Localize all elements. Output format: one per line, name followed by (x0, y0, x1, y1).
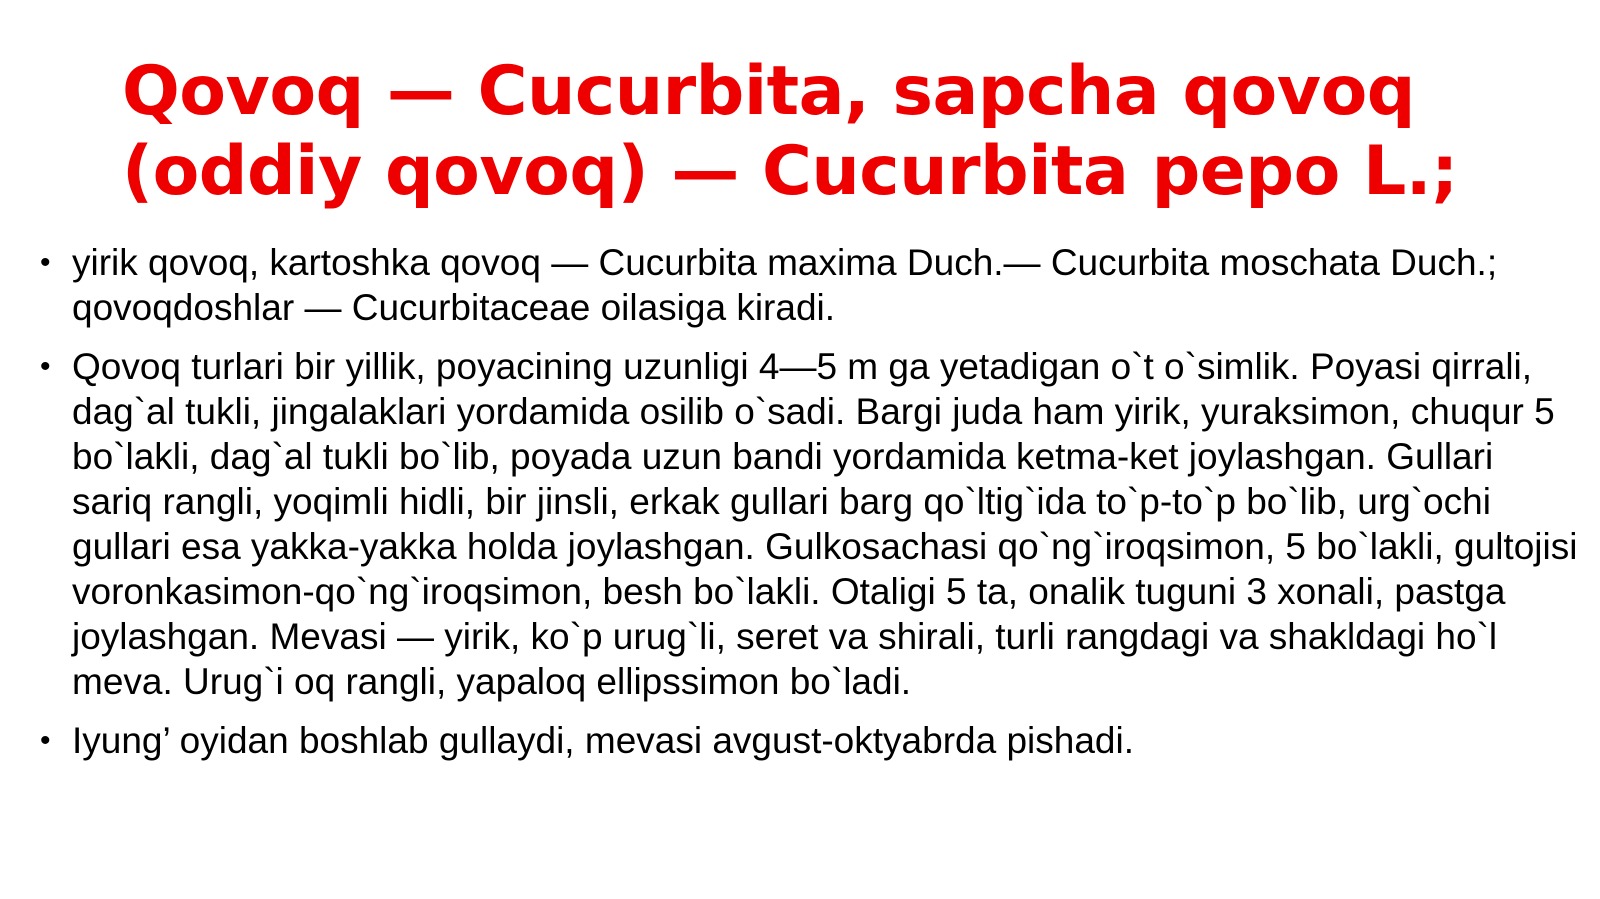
bullet-marker: • (40, 350, 51, 383)
bullet-item-2 (40, 344, 1580, 704)
bullet-item-1 (40, 240, 1580, 330)
bullet-text: yirik qovoq, kartoshka qovoq — Cucurbita maxima Duch.— Cucurbita moschata Duch.; qovoqdoshlar — Cucurbitaceae oilasiga kiradi. (72, 242, 1498, 328)
slide-title-line-1: Qovoq — Cucurbita, sapcha qovoq (122, 52, 1415, 131)
bullet-text: Qovoq turlari bir yillik, poyacining uzunligi 4—5 m ga yetadigan o`t o`simlik. Poyasi qirrali, dag`al tukli, jingalaklari yordamida osilib o`sadi. Bargi juda ham yirik, yuraksimon, chuqur 5 bo`lakli, dag`al tukli bo`lib, poyada uzun bandi yordamida ketma-ket joylashgan. Gullari sariq rangli, yoqimli hidli, bir jinsli, erkak gullari barg qo`ltig`ida to`p-to`p bo`lib, urg`ochi gullari esa yakka-yakka holda joylashgan. Gulkosachasi qo`ng`iroqsimon, 5 bo`lakli, gultojisi voronkasimon-qo`ng`iroqsimon, besh bo`lakli. Otaligi 5 ta, onalik tuguni 3 xonali, pastga joylashgan. Mevasi — yirik, ko`p urug`li, seret va shirali, turli rangdagi va shakldagi ho`l meva. Urug`i oq rangli, yapaloq ellipssimon bo`ladi. (72, 346, 1578, 702)
bullet-text: Iyung’ oyidan boshlab gullaydi, mevasi avgust-oktyabrda pishadi. (72, 720, 1134, 761)
slide-title (122, 52, 1542, 212)
bullet-marker: • (40, 724, 51, 757)
bullet-marker: • (40, 246, 51, 279)
slide-title-line-2: (oddiy qovoq) — Cucurbita pepo L.; (122, 132, 1458, 211)
bullet-list (40, 240, 1580, 777)
bullet-item-3 (40, 718, 1580, 763)
